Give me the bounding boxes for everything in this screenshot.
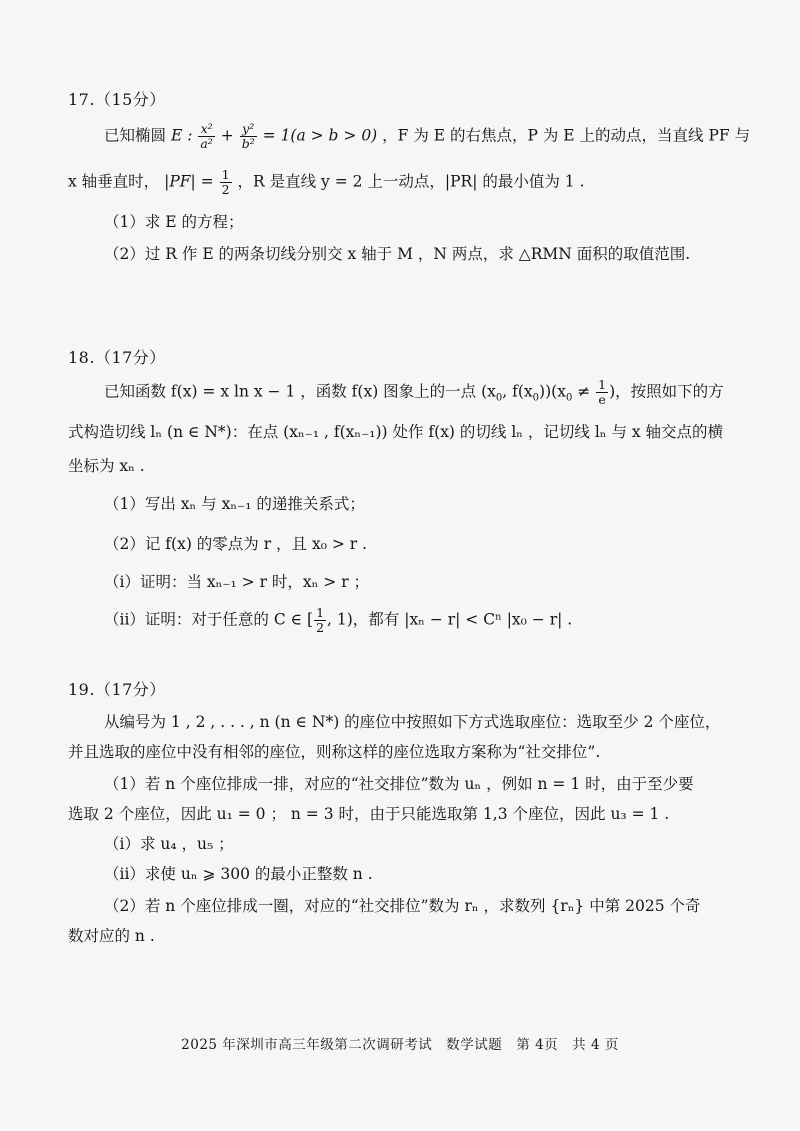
q18-part2: （2）记 f(x) 的零点为 r ，且 x₀ > r . — [104, 535, 368, 553]
denominator-two: 2 — [221, 182, 230, 197]
plus-sign: + — [220, 126, 234, 145]
q18-line1-text-e: )，按照如下的方 — [609, 382, 724, 401]
q19-part1b: 选取 2 个座位，因此 u₁ = 0 ； n = 3 时，由于只能选取第 1,3 个座位，因此 u₃ = 1 . — [68, 805, 670, 823]
q17-line1-text-b: ，F 为 E 的右焦点，P 为 E 上的动点，当直线 PF 与 — [382, 126, 751, 145]
b2: b² — [241, 136, 255, 151]
ellipse-condition: = 1(a > b > 0) — [262, 126, 378, 145]
denominator-e: e — [598, 392, 606, 407]
q19-part2b: 数对应的 n . — [68, 927, 155, 945]
q18-sub-ii-text-b: , 1)，都有 |xₙ − r| < Cⁿ |x₀ − r| . — [327, 610, 573, 629]
q19-line2: 并且选取的座位中没有相邻的座位，则称这样的座位选取方案称为“社交排位”. — [68, 743, 601, 761]
q19-part1a: （1）若 n 个座位排成一排，对应的“社交排位”数为 uₙ ，例如 n = 1 时，由于至少要 — [104, 775, 694, 793]
q18-line1 — [0, 378, 800, 407]
ellipse-name: E : — [170, 126, 193, 145]
q19-sub-ii: （ii）求使 uₙ ⩾ 300 的最小正整数 n . — [104, 865, 373, 883]
fraction-one-over-e — [596, 378, 608, 407]
q18-line1-text-b: , f(x — [502, 382, 533, 401]
sub-zero-c: 0 — [565, 392, 573, 404]
q17-line1-text-a: 已知椭圆 — [104, 126, 167, 145]
q17-part1: （1）求 E 的方程； — [104, 213, 244, 231]
sub-zero-a: 0 — [495, 392, 503, 404]
q17-part2: （2）过 R 作 E 的两条切线分别交 x 轴于 M ，N 两点，求 △RMN 面积的取值范围. — [104, 245, 691, 263]
fraction-one-half-b — [314, 606, 326, 635]
numerator-one-e: 1 — [598, 377, 607, 392]
q18-line1-text-a: 已知函数 f(x) = x ln x − 1 ，函数 f(x) 图象上的一点 (x — [104, 382, 496, 401]
q18-line3: 坐标为 xₙ . — [68, 457, 145, 475]
q18-part1: （1）写出 xₙ 与 xₙ₋₁ 的递推关系式； — [104, 495, 365, 513]
q17-line2 — [0, 168, 800, 197]
q18-sub-i: （i）证明：当 xₙ₋₁ > r 时，xₙ > r ； — [104, 573, 370, 591]
q17-line2-text-b: ，R 是直线 y = 2 上一动点，|PR| 的最小值为 1 . — [237, 172, 585, 191]
sub-zero-b: 0 — [532, 392, 540, 404]
q19-line1: 从编号为 1 , 2 , . . . , n (n ∈ N*) 的座位中按照如下方式选取座位：选取至少 2 个座位， — [104, 713, 721, 731]
pf-abs: |PF| = — [164, 172, 214, 191]
q18-sub-ii — [0, 606, 800, 635]
q17-line2-text-a: x 轴垂直时， — [68, 172, 160, 191]
numerator-one: 1 — [221, 167, 230, 182]
fraction-x2-a2 — [198, 122, 214, 151]
a2: a² — [200, 136, 213, 151]
fraction-one-half — [220, 168, 232, 197]
x2: x² — [198, 122, 214, 137]
q19-sub-i: （i）求 u₄ ，u₅ ； — [104, 835, 234, 853]
q17-line1 — [0, 122, 800, 151]
denominator-two-b: 2 — [316, 620, 325, 635]
numerator-one-b: 1 — [316, 605, 325, 620]
q17-header: 17.（15分） — [68, 90, 166, 109]
page-footer: 2025 年深圳市高三年级第二次调研考试 数学试题 第 4页 共 4 页 — [181, 1037, 619, 1053]
q19-part2a: （2）若 n 个座位排成一圈，对应的“社交排位”数为 rₙ ，求数列 {rₙ} 中第 2025 个奇 — [104, 897, 701, 915]
q18-line1-text-c: ))(x — [539, 382, 566, 401]
q18-header: 18.（17分） — [68, 348, 166, 367]
q19-header: 19.（17分） — [68, 680, 166, 699]
q18-line1-text-d: ≠ — [572, 382, 596, 401]
fraction-y2-b2 — [240, 122, 257, 151]
q18-sub-ii-text-a: （ii）证明：对于任意的 C ∈ [ — [104, 610, 314, 629]
y2: y² — [240, 122, 257, 137]
q18-line2: 式构造切线 lₙ (n ∈ N*)：在点 (xₙ₋₁ , f(xₙ₋₁)) 处作 f(x) 的切线 lₙ ，记切线 lₙ 与 x 轴交点的横 — [68, 423, 724, 441]
